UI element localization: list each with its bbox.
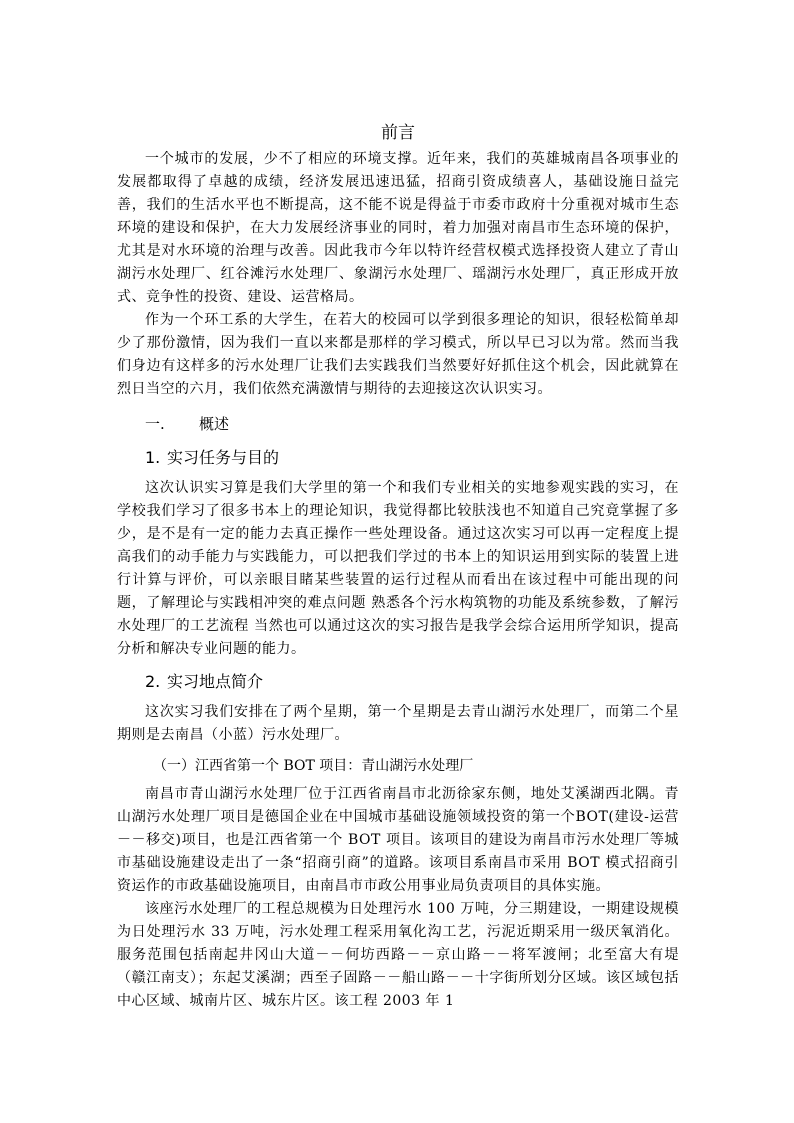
subsection-heading-locations <box>145 669 679 695</box>
document-page <box>117 120 679 1013</box>
section-heading-overview <box>145 411 679 437</box>
qingshanhu-paragraph-2: 该座污水处理厂的工程总规模为日处理污水 100 万吨，分三期建设，一期建设规模为日处理污水 33 万吨，污水处理工程采用氧化沟工艺，污泥近期采用一级厌氧消化。服务范围包括南起井冈山大道－－何坊西路－－京山路－－将军渡闸；北至富大有堤（赣江南支）；东起艾溪湖；西至子固路－－船山路－－十字街所划分区域。该区域包括中心区域、城南片区、城东片区。该工程 2003 年 1 <box>117 901 679 1009</box>
intro-paragraph-1: 一个城市的发展，少不了相应的环境支撑。近年来，我们的英雄城南昌各项事业的发展都取得了卓越的成绩，经济发展迅速迅猛，招商引资成绩喜人，基础设施日益完善，我们的生活水平也不断提高，这不能不说是得益于市委市政府十分重视对城市生态环境的建设和保护，在大力发展经济事业的同时，着力加强对南昌市生态环境的保护，尤其是对水环境的治理与改善。因此我市今年以特许经营权模式选择投资人建立了青山湖污水处理厂、红谷滩污水处理厂、象湖污水处理厂、瑶湖污水处理厂，真正形成开放式、竞争性的投资、建设、运营格局。 <box>117 151 679 305</box>
subsection-heading-goals <box>145 445 679 471</box>
locations-paragraph: 这次实习我们安排在了两个星期，第一个星期是去青山湖污水处理厂，而第二个星期则是去南昌（小蓝）污水处理厂。 <box>117 704 679 743</box>
qingshanhu-paragraph-1: 南昌市青山湖污水处理厂位于江西省南昌市北沥徐家东侧，地处艾溪湖西北隅。青山湖污水处理厂项目是德国企业在中国城市基础设施领域投资的第一个BOT(建设-运营－－移交)项目，也是江西省第一个 BOT 项目。该项目的建设为南昌市污水处理厂等城市基础设施建设走出了一条“招商引商”的道路。该项目系南昌市采用 BOT 模式招商引资运作的市政基础设施项目，由南昌市市政公用事业局负责项目的具体实施。 <box>117 786 679 894</box>
subsection-number: 2. <box>145 672 161 691</box>
intro-paragraph-2: 作为一个环工系的大学生，在若大的校园可以学到很多理论的知识，很轻松简单却少了那份激情，因为我们一直以来都是那样的学习模式，所以早已习以为常。然而当我们身边有这样多的污水处理厂让我们去实践我们当然要好好抓住这个机会，因此就算在烈日当空的六月，我们依然充满激情与期待的去迎接这次认识实习。 <box>117 312 679 397</box>
section-label: 概述 <box>199 415 230 433</box>
goals-paragraph: 这次认识实习算是我们大学里的第一个和我们专业相关的实地参观实践的实习，在学校我们学习了很多书本上的理论知识，我觉得都比较肤浅也不知道自己究竟掌握了多少，是不是有一定的能力去真正操作一些处理设备。通过这次实习可以再一定程度上提高我们的动手能力与实践能力，可以把我们学过的书本上的知识运用到实际的装置上进行计算与评价，可以亲眼目睹某些装置的运行过程从而看出在该过程中可能出现的问题，了解理论与实践相冲突的难点问题 熟悉各个污水构筑物的功能及系统参数，了解污水处理厂的工艺流程 当然也可以通过这次的实习报告是我学会综合运用所学知识，提高分析和解决专业问题的能力。 <box>117 480 679 657</box>
subsection-label: 实习任务与目的 <box>167 448 280 467</box>
subsubsection-heading-qingshanhu: （一）江西省第一个 BOT 项目：青山湖污水处理厂 <box>153 758 474 774</box>
subsection-label: 实习地点简介 <box>167 672 264 691</box>
section-number: 一. <box>145 415 165 433</box>
page-title: 前言 <box>381 123 415 143</box>
subsection-number: 1. <box>145 448 161 467</box>
